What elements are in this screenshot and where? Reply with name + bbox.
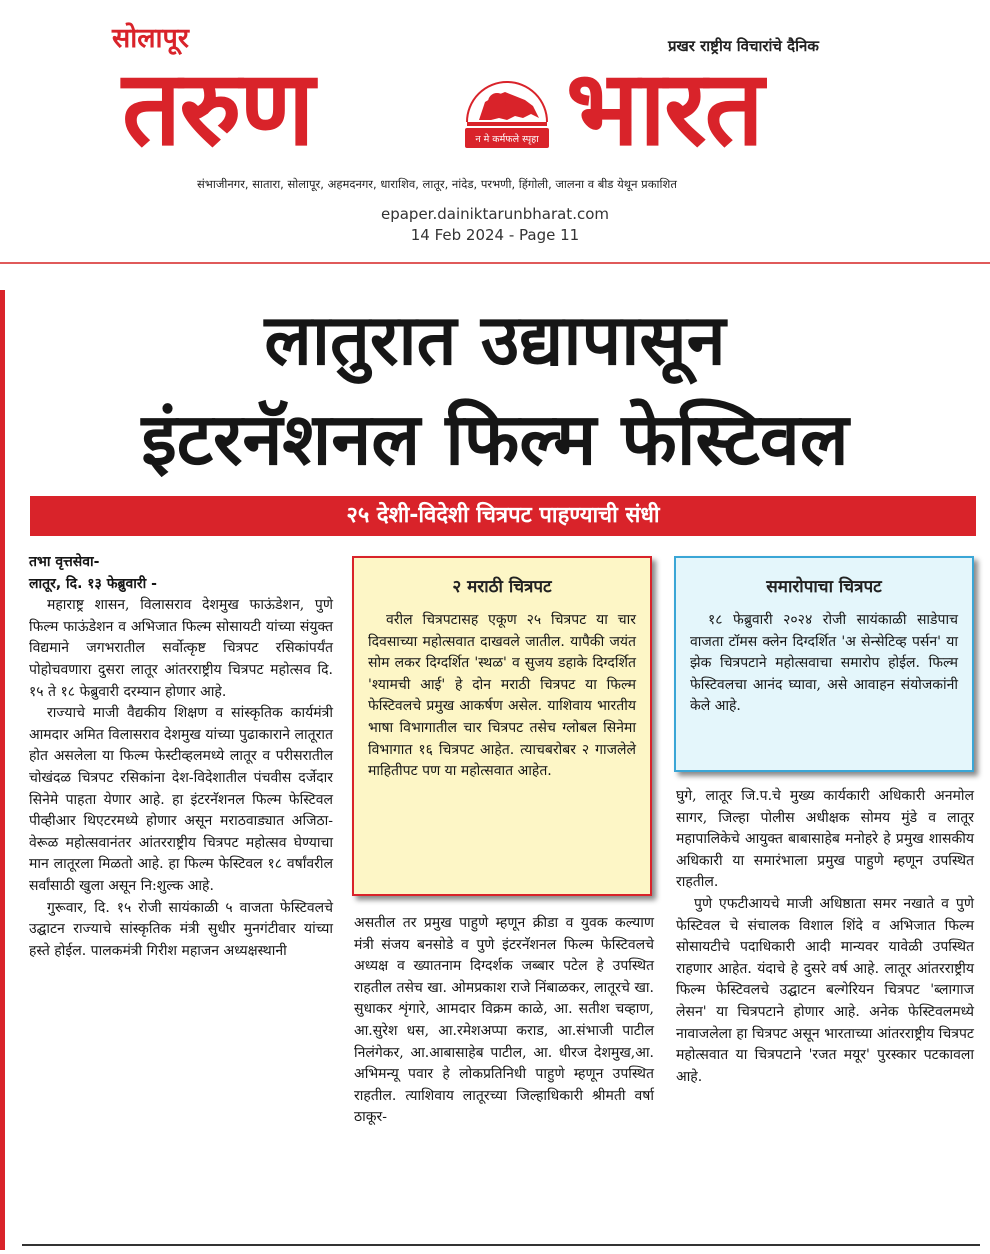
subheadline-bar: २५ देशी-विदेशी चित्रपट पाहण्याची संधी xyxy=(30,496,976,536)
paragraph: महाराष्ट्र शासन, विलासराव देशमुख फाऊंडेशन, पुणे फिल्म फाऊंडेशन व अभिजात फिल्म सोसायटी यांच्या संयुक्त विद्यमाने जगभरातील सर्वोत्कृष्ट चित्रपट रसिकांपर्यंत पोहोचवणारा दुसरा लातूर आंतरराष्ट्रीय चित्रपट महोत्सव दि. १५ ते १८ फेब्रुवारी दरम्यान होणार आहे. xyxy=(29,597,333,700)
masthead-city: सोलापूर xyxy=(112,23,189,54)
epaper-date: 14 Feb 2024 - Page 11 xyxy=(410,226,580,244)
article-column-1 xyxy=(29,552,333,962)
masthead-brand-right: भारत xyxy=(566,47,762,169)
closing-film-box-text: १८ फेब्रुवारी २०२४ रोजी सायंकाळी साडेपाच वाजता टॉमस क्लेन दिग्दर्शित 'अ सेन्सेटिव्ह पर्सन' या झेक चित्रपटाने महोत्सवाचा समारोप होईल. फिल्म फेस्टिवलचा आनंद घ्यावा, असे आवाहन संयोजकांनी केले आहे. xyxy=(690,612,958,715)
article-column-2 xyxy=(354,913,654,1129)
headline-line-2: इंटरनॅशनल फिल्म फेस्टिवल xyxy=(141,397,849,481)
marathi-films-box-title: २ मराठी चित्रपट xyxy=(452,577,552,597)
top-divider xyxy=(0,262,990,264)
closing-film-box-title: समारोपाचा चित्रपट xyxy=(766,577,882,597)
masthead-editions: संभाजीनगर, सातारा, सोलापूर, अहमदनगर, धाराशिव, लातूर, नांदेड, परभणी, हिंगोली, जालना व बीड येथून प्रकाशित xyxy=(197,177,677,191)
epaper-url[interactable]: epaper.dainiktarunbharat.com xyxy=(380,205,609,223)
marathi-films-box-text: वरील चित्रपटासह एकूण २५ चित्रपट या चार दिवसाच्या महोत्सवात दाखवले जातील. यापैकी जयंत सोम लकर दिग्दर्शित 'स्थळ' व सुजय डहाके दिग्दर्शित 'श्यामची आई' हे दोन मराठी चित्रपट या फिल्म फेस्टिवलचे प्रमुख आकर्षण असेल. याशिवाय भारतीय भाषा विभागातील चार चित्रपट तसेच ग्लोबल सिनेमा विभागात १६ चित्रपट आहेत. त्याचबरोबर २ गाजलेले माहितीपट पण या महोत्सवात आहेत. xyxy=(368,612,636,780)
paragraph: पुणे एफटीआयचे माजी अधिष्ठाता समर नखाते व पुणे फेस्टिवल चे संचालक विशाल शिंदे व अभिजात फिल्म सोसायटीचे पदाधिकारी आदी मान्यवर यावेळी उपस्थित राहणार आहेत. यंदाचे हे दुसरे वर्ष आहे. लातूर आंतरराष्ट्रीय फिल्म फेस्टिवलचे उद्घाटन बल्गेरियन चित्रपट 'ब्लागाज लेसन' या चित्रपटाने होणार आहे. अनेक फेस्टिवलमध्ये नावाजलेला हा चित्रपट असून भारताच्या आंतरराष्ट्रीय चित्रपट महोत्सवात या चित्रपटाने 'रजत मयूर' पुरस्कार पटकावला आहे. xyxy=(676,895,974,1085)
byline-dateline: लातूर, दि. १३ फेब्रुवारी - xyxy=(29,575,157,592)
masthead-slogan: प्रखर राष्ट्रीय विचारांचे दैनिक xyxy=(668,37,819,55)
closing-film-box xyxy=(674,556,974,772)
lion-logo-icon xyxy=(459,62,555,154)
bottom-divider xyxy=(22,1244,980,1246)
paragraph: घुगे, लातूर जि.प.चे मुख्य कार्यकारी अधिकारी अनमोल सागर, जिल्हा पोलीस अधीक्षक सोमय मुंडे व लातूर महापालिकेचे आयुक्त बाबासाहेब मनोहरे हे प्रमुख शासकीय अधिकारी या समारंभाला प्रमुख पाहुणे म्हणून उपस्थित राहतील. xyxy=(676,788,974,891)
paragraph: असतील तर प्रमुख पाहुणे म्हणून क्रीडा व युवक कल्याण मंत्री संजय बनसोडे व पुणे इंटरनॅशनल फिल्म फेस्टिवलचे अध्यक्ष व ख्यातनाम दिग्दर्शक जब्बार पटेल हे उपस्थित राहतील तसेच खा. ओमप्रकाश राजे निंबाळकर, लातूरचे खा. सुधाकर शृंगारे, आमदार विक्रम काळे, आ. सतीश चव्हाण, आ.सुरेश धस, आ.रमेशअप्पा कराड, आ.संभाजी पाटील निलंगेकर, आ.आबासाहेब पाटील, आ. धीरज देशमुख,आ. अभिमन्यू पवार हे लोकप्रतिनिधी पाहुणे म्हणून उपस्थित राहतील. त्याशिवाय लातूरच्या जिल्हाधिकारी श्रीमती वर्षा ठाकूर- xyxy=(354,915,654,1126)
logo-motto: न मे कर्मफले स्पृहा xyxy=(475,134,539,145)
marathi-films-box xyxy=(352,556,652,896)
headline-line-1: लातुरात उद्यापासून xyxy=(264,299,726,381)
article-column-3 xyxy=(676,786,974,1088)
masthead-brand-left: तरुण xyxy=(122,47,313,169)
paragraph: राज्याचे माजी वैद्यकीय शिक्षण व सांस्कृतिक कार्यमंत्री आमदार अमित विलासराव देशमुख यांच्या पुढाकाराने लातूरात होत असलेला या फिल्म फेस्टीव्हलमध्ये लातूर व परीसरातील चोखंदळ चित्रपट रसिकांना देश-विदेशातील पंचवीस दर्जेदार सिनेमे पाहता येणार आहे. हा इंटरनॅशनल फिल्म फेस्टिवल पीव्हीआर थिएटरमध्ये होणार असून मराठवाड्यात अजिठा-वेरूळ महोत्सवानंतर आंतरराष्ट्रीय चित्रपट महोत्सव घेण्याचा मान लातूरला मिळतो आहे. हा फिल्म फेस्टिवल १८ वर्षांवरील सर्वांसाठी खुला असून नि:शुल्क आहे. xyxy=(29,705,333,894)
paragraph: गुरूवार, दि. १५ रोजी सायंकाळी ५ वाजता फेस्टिवलचे उद्घाटन राज्याचे सांस्कृतिक मंत्री सुधीर मुनगंटीवार यांच्या हस्ते होईल. पालकमंत्री गिरीश महाजन अध्यक्षस्थानी xyxy=(29,899,333,959)
byline-agency: तभा वृत्तसेवा- xyxy=(29,554,100,570)
